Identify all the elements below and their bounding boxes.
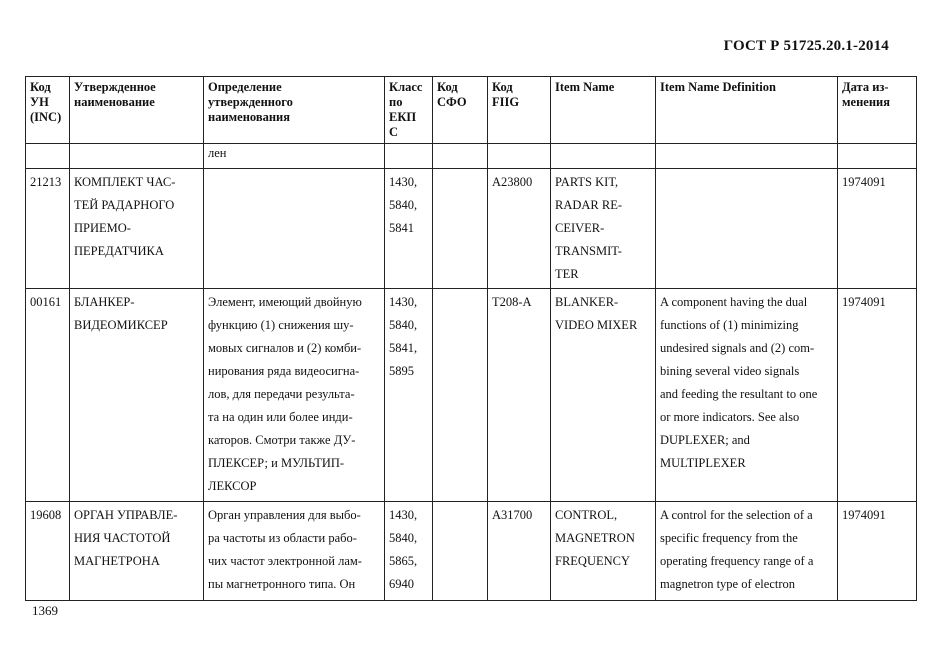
document-header: ГОСТ Р 51725.20.1-2014 xyxy=(723,38,889,54)
definition-ru-cell: Элемент, имеющий двойную функцию (1) снижения шу- мовых сигналов и (2) комби- нирования ряда видеосигна- лов, для передачи результа- та на один или более инди- каторов. Смотри также ДУ- ПЛЕКСЕР; и МУЛЬТИП- ЛЕКСОР xyxy=(204,289,385,502)
header-row xyxy=(26,77,917,144)
fiig-cell: A31700 xyxy=(488,502,551,601)
col-header-approved-name: Утвержденное наименование xyxy=(70,77,204,144)
class-cell: 1430, 5840, 5841, 5895 xyxy=(385,289,433,502)
inc-cell: 21213 xyxy=(26,169,70,289)
item-name-cell: BLANKER- VIDEO MIXER xyxy=(551,289,656,502)
col-header-definition: Определение утвержденного наименования xyxy=(204,77,385,144)
definition-ru-cell: Орган управления для выбо- ра частоты из области рабо- чих частот электронной лам- пы магнетронного типа. Он xyxy=(204,502,385,601)
date-cell: 1974091 xyxy=(838,169,917,289)
name-ru-cell: ОРГАН УПРАВЛЕ- НИЯ ЧАСТОТОЙ МАГНЕТРОНА xyxy=(70,502,204,601)
table-row xyxy=(26,169,917,289)
col-header-class: Класс по ЕКП С xyxy=(385,77,433,144)
page-number: 1369 xyxy=(32,603,58,618)
col-header-change-date: Дата из- менения xyxy=(838,77,917,144)
table-row xyxy=(26,289,917,502)
name-ru-cell: КОМПЛЕКТ ЧАС- ТЕЙ РАДАРНОГО ПРИЕМО- ПЕРЕДАТЧИКА xyxy=(70,169,204,289)
col-header-fiig: Код FIIG xyxy=(488,77,551,144)
sfo-cell xyxy=(433,169,488,289)
catalog-table xyxy=(25,76,917,601)
item-name-cell: PARTS KIT, RADAR RE- CEIVER- TRANSMIT- TER xyxy=(551,169,656,289)
col-header-item-definition: Item Name Definition xyxy=(656,77,838,144)
date-cell: 1974091 xyxy=(838,289,917,502)
item-name-cell: CONTROL, MAGNETRON FREQUENCY xyxy=(551,502,656,601)
fiig-cell: T208-A xyxy=(488,289,551,502)
class-cell: 1430, 5840, 5841 xyxy=(385,169,433,289)
date-cell: 1974091 xyxy=(838,502,917,601)
inc-cell: 00161 xyxy=(26,289,70,502)
name-ru-cell: БЛАНКЕР- ВИДЕОМИКСЕР xyxy=(70,289,204,502)
class-cell: 1430, 5840, 5865, 6940 xyxy=(385,502,433,601)
inc-cell: 19608 xyxy=(26,502,70,601)
col-header-item-name: Item Name xyxy=(551,77,656,144)
fiig-cell: A23800 xyxy=(488,169,551,289)
col-header-inc: Код УН (INC) xyxy=(26,77,70,144)
item-definition-cell xyxy=(656,169,838,289)
item-definition-cell: A control for the selection of a specific frequency from the operating frequency range of a magnetron type of electron xyxy=(656,502,838,601)
sfo-cell xyxy=(433,289,488,502)
definition-ru-cell xyxy=(204,169,385,289)
sfo-cell xyxy=(433,502,488,601)
col-header-sfo: Код СФО xyxy=(433,77,488,144)
continuation-row xyxy=(26,144,917,169)
item-definition-cell: A component having the dual functions of (1) minimizing undesired signals and (2) com- bining several video signals and feeding the resultant to one or more indicators. See also DUPLEXER; and MULTIPLEXER xyxy=(656,289,838,502)
continuation-definition: лен xyxy=(204,144,385,169)
table-row xyxy=(26,502,917,601)
